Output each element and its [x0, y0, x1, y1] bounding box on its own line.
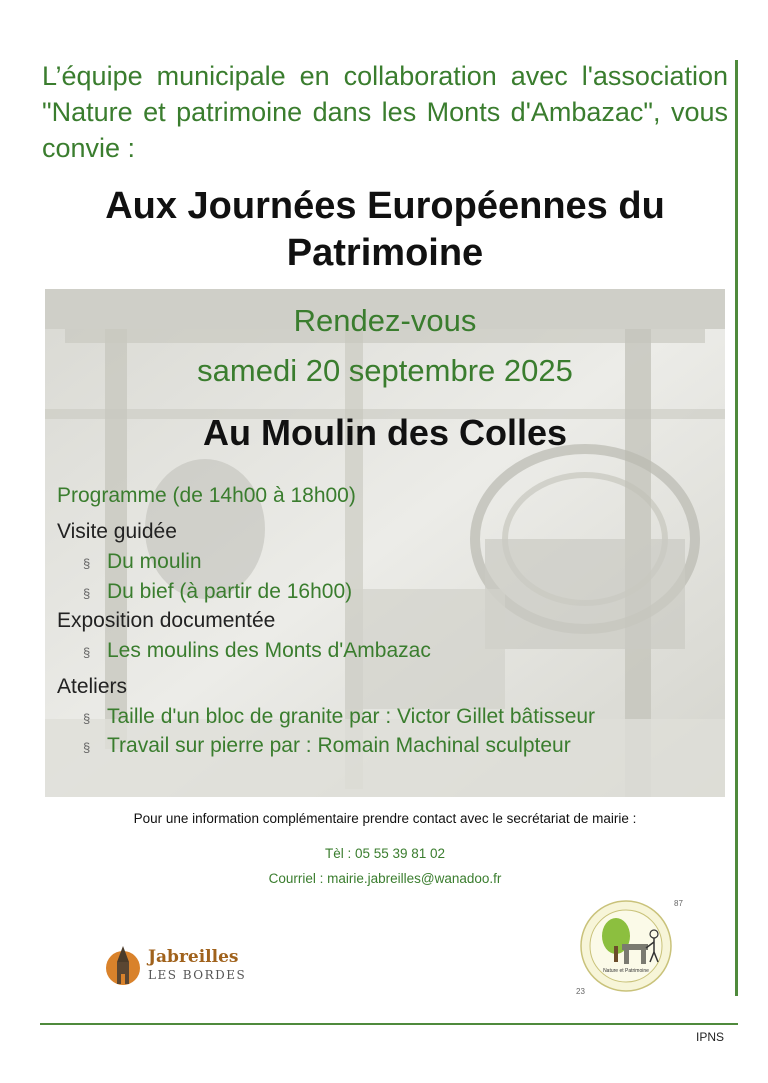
list-item-text: Du moulin	[107, 550, 202, 573]
nature-patrimoine-logo	[574, 896, 686, 998]
list-item	[83, 578, 352, 608]
ipns-label: IPNS	[696, 1030, 725, 1044]
np-number-23: 23	[576, 987, 585, 996]
location-title: Au Moulin des Colles	[202, 412, 568, 453]
np-number-87: 87	[674, 899, 683, 908]
jabreilles-logo	[104, 942, 264, 988]
list-item	[83, 637, 431, 667]
bullet-icon: §	[83, 556, 91, 571]
bullet-icon: §	[83, 586, 91, 601]
event-title-line2: Patrimoine	[286, 232, 484, 274]
bullet-icon: §	[83, 740, 91, 755]
intro-text: L’équipe municipale en collaboration avec l'association "Nature et patrimoine dans les Monts d'Ambazac", vous convie :	[42, 61, 728, 163]
event-title-line1: Aux Journées Européennes du	[105, 185, 665, 227]
section-ateliers: Ateliers	[57, 675, 128, 698]
bottom-border-rule	[40, 1023, 738, 1025]
list-item	[83, 703, 595, 733]
church-icon	[104, 944, 142, 986]
rendezvous-line1: Rendez-vous	[293, 303, 477, 338]
section-exposition: Exposition documentée	[57, 609, 276, 632]
jabreilles-subtitle: LES BORDES	[148, 968, 247, 982]
list-item-text: Travail sur pierre par : Romain Machinal sculpteur	[107, 734, 571, 757]
contact-email: Courriel : mairie.jabreilles@wanadoo.fr	[268, 871, 502, 886]
list-item	[83, 548, 202, 578]
np-logo-text: Nature et Patrimoine	[603, 968, 649, 974]
program-title: Programme (de 14h00 à 18h00)	[57, 484, 356, 507]
section-visite-guidee: Visite guidée	[57, 520, 177, 543]
list-item-text: Taille d'un bloc de granite par : Victor Gillet bâtisseur	[107, 705, 596, 728]
list-item-text: Les moulins des Monts d'Ambazac	[107, 639, 431, 662]
bullet-icon: §	[83, 711, 91, 726]
list-item-text: Du bief (à partir de 16h00)	[107, 580, 353, 603]
event-title	[42, 183, 728, 277]
contact-phone: Tèl : 05 55 39 81 02	[324, 846, 446, 861]
bullet-icon: §	[83, 645, 91, 660]
list-item	[83, 732, 571, 762]
right-border-rule	[735, 60, 738, 996]
rendezvous-date: samedi 20 septembre 2025	[197, 353, 573, 388]
jabreilles-name: Jabreilles	[148, 947, 239, 967]
contact-info: Pour une information complémentaire prendre contact avec le secrétariat de mairie :	[133, 811, 637, 826]
nature-patrimoine-emblem	[574, 896, 686, 998]
